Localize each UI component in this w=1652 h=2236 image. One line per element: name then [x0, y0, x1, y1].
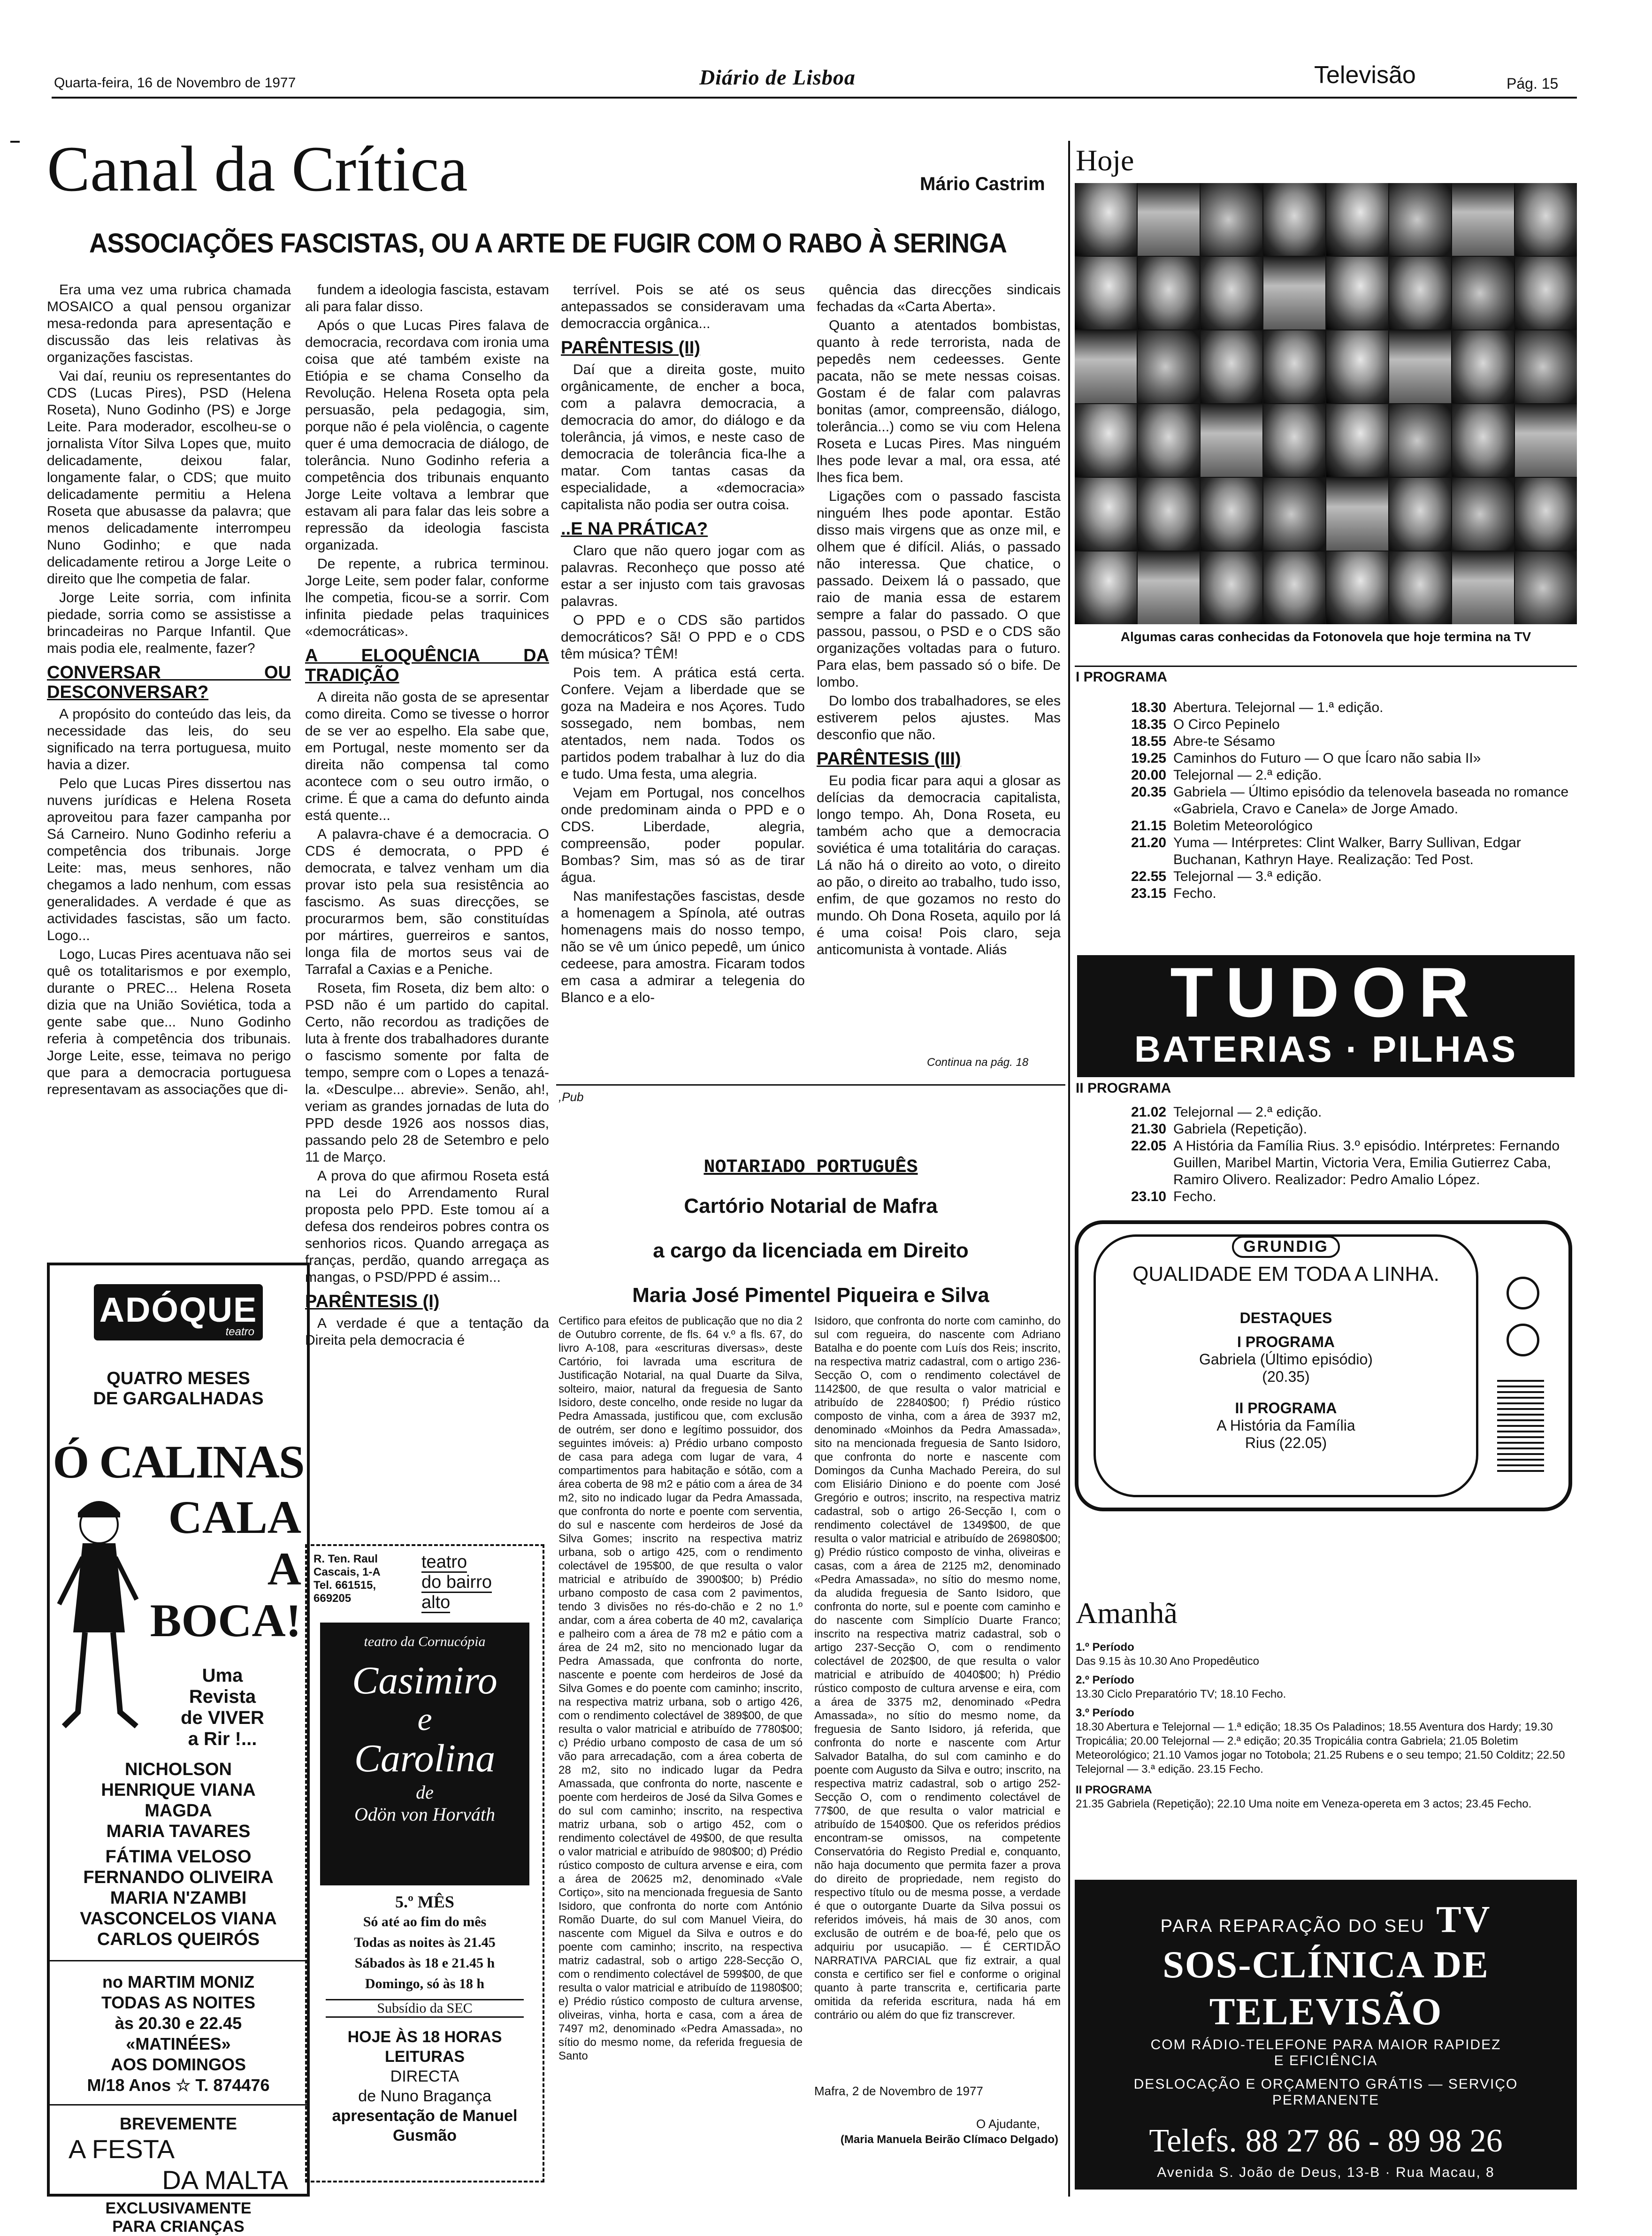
schedule-row: 20.35 Gabriela — Último episódio da telenovela baseada no romance «Gabriela, Cravo e Canela» de Jorge Amado.: [1131, 784, 1569, 817]
program-1-schedule: [1131, 699, 1572, 902]
schedule-row: 21.15 Boletim Meteorológico: [1131, 818, 1313, 834]
ad-text: (20.35): [1262, 1368, 1310, 1385]
ad-text: Gabriela (Último episódio): [1199, 1351, 1373, 1368]
paragraph: quência das direcções sindicais fechadas da «Carta Aberta».: [817, 282, 1061, 314]
ad-text: QUATRO MESES: [107, 1369, 250, 1388]
ad-headline: CALA A: [168, 1491, 301, 1595]
header-rule: [52, 97, 1577, 99]
notary-top-rule: [556, 1084, 1065, 1086]
cast-name: CARLOS QUEIRÓS: [97, 1930, 260, 1949]
cast-name: HENRIQUE VIANA: [101, 1780, 256, 1800]
ad-text: às 20.30 e 22.45: [115, 2014, 242, 2033]
notary-office: Cartório Notarial de Mafra: [684, 1195, 938, 1218]
ad-text: PERMANENTE: [1272, 2092, 1380, 2108]
ad-text: R. Ten. Raul: [314, 1553, 378, 1565]
schedule-row: 18.30 Abertura. Telejornal — 1.ª edição.: [1131, 700, 1384, 715]
paragraph: Após o que Lucas Pires falava de democracia, recordava com ironia uma coisa que até também existe na Etiópia e se chama Conselho da Revolução. Helena Roseta opta pela persuasão, pela pedagogia, sim, porque não é pela violência, o cagente quer é uma democracia de diálogo, de tolerância. Nuno Godinho referia a competência dos tribunais enquanto Jorge Leite voltava a lembrar que estavam ali para falar das leis sobre a repressão da ideologia fascista organizada.: [305, 318, 549, 553]
cast-name: MARIA TAVARES: [106, 1822, 251, 1841]
ad-text: HOJE ÀS 18 HORAS: [347, 2028, 502, 2046]
article-column-4: [817, 282, 1061, 1056]
paragraph: Eu podia ficar para aqui a glosar as delícias da democracia capitalista, longo tempo. Ah, Dona Roseta, eu também acho que a democracia soviética é uma totalitária do caraças. Lá não há o direito ao voto, o direito ao pão, o direito ao trabalho, tudo isso, enfim, de que gozamos no resto do mundo. Oh Dona Roseta, aquilo por lá é uma coisa! Pois claro, seja anticomunista à vontade. Aliás: [817, 773, 1061, 957]
schedule-row: 21.30 Gabriela (Repetição).: [1131, 1121, 1308, 1137]
cast-name: NICHOLSON: [125, 1760, 232, 1779]
paragraph: Daí que a direita goste, muito orgânicamente, de encher a boca, com a palavra democracia, a democracia do amor, do diálogo e da tolerância, já vimos, e neste caso de democracia de tolerância fica-lhe a matar. Com tantas casas da especialidade, a «democracia» capitalista não podia ser outra coisa.: [561, 362, 805, 513]
ad-text: «MATINÉES»: [126, 2034, 231, 2053]
sos-phones: Telefs. 88 27 86 - 89 98 26: [1149, 2123, 1503, 2159]
ad-adoque: [47, 1263, 310, 2236]
tudor-brand: TUDOR: [1170, 953, 1482, 1032]
paragraph: Claro que não quero jogar com as palavras. Reconheço que posso até estar a ser injusto com tais gravosas palavras.: [561, 543, 805, 609]
subheading: PARÊNTESIS (III): [817, 749, 961, 769]
ad-text: A FESTA: [69, 2134, 175, 2164]
paragraph: Vai daí, reuniu os representantes do CDS (Lucas Pires), PSD (Helena Roseta), Nuno Godinho (PS) e Jorge Leite. Para moderador, escolheu-se o jornalista Vítor Silva Lopes que, muito delicadamente, deixou falar, longamente falar, o CDS; que muito delicadamente permitiu a Helena Roseta que abusasse da palavra; que menos delicadamente interrompeu Nuno Godinho; e que nada delicadamente retirou a Jorge Leite o direito que lhe competia de falar.: [47, 368, 291, 587]
schedule-row: 18.55 Abre-te Sésamo: [1131, 734, 1275, 749]
notary-title: NOTARIADO PORTUGUÊS: [704, 1157, 918, 1178]
photo-collage: [1075, 183, 1577, 624]
ad-text: COM RÁDIO-TELEFONE PARA MAIOR RAPIDEZ: [1150, 2037, 1501, 2052]
ad-text: no MARTIM MONIZ: [102, 1972, 254, 1991]
period-text: 21.35 Gabriela (Repetição); 22.10 Uma noite em Veneza-opereta em 3 actos; 23.45 Fecho.: [1076, 1798, 1532, 1810]
program-2-label: II PROGRAMA: [1076, 1080, 1171, 1096]
paragraph: Ligações com o passado fascista ninguém lhes pode apontar. Estão disso mais virgens que as onze mil, e olhem que é difícil. Aliás, o passado não interessa. Que chatice, o passado. Deixem lá o passado, que raio de mania essa de estarem sempre a falar do passado. O que passou, passou, o PSD e o CDS são organizações voltadas para o futuro. Para elas, bem passado só o bife. De lombo.: [817, 489, 1061, 690]
paragraph: Nas manifestações fascistas, desde a homenagem a Spínola, até outras homenagens mais do nosso tempo, não se vê um único pepedê, um único cedeese, para amostra. Ficaram todos em casa a admirar a telegenia do Blanco e a elo-: [561, 888, 805, 1005]
article-column-3: [561, 282, 805, 1098]
paragraph: terrível. Pois se até os seus antepassados se consideravam uma democraccia orgânica...: [561, 282, 805, 331]
ad-text: Sábados às 18 e 21.45 h: [354, 1955, 495, 1971]
schedule-row: 19.25 Caminhos do Futuro — O que Ícaro não sabia II»: [1131, 750, 1481, 766]
paragraph: A verdade é que a tentação da Direita pela democracia é: [305, 1316, 549, 1348]
paragraph: A prova do que afirmou Roseta está na Lei do Arrendamento Rural proposta pelo PPD. Este tomou aí a defesa dos rendeiros pobres contra os senhorios ricos. Quando arregaça as franças, perdão, quando arregaça as mangas, o PSD/PPD é assim...: [305, 1168, 549, 1285]
paragraph: Roseta, fim Roseta, diz bem alto: o PSD não é um partido do capital. Certo, não recordou as tradições de luta à frente dos trabalhadores durante o fascismo somente por falta de tempo, sempre com o Lopes a tenazá-la. «Desculpe... abrevie». Senão, ah!, veriam as grandes jornadas de luta do PPD desde 1926 aos nossos dias, passando pelo 28 de Setembro e pelo 11 de Março.: [305, 980, 549, 1165]
ad-text: DESLOCAÇÃO E ORÇAMENTO GRÁTIS — SERVIÇO: [1133, 2076, 1518, 2092]
ad-text: Tel. 661515,: [314, 1579, 376, 1592]
schedule-row: 21.02 Telejornal — 2.ª edição.: [1131, 1104, 1322, 1120]
ad-text: TV: [1436, 1899, 1491, 1940]
cast-name: MARIA N'ZAMBI: [110, 1888, 247, 1908]
paragraph: Vejam em Portugal, nos concelhos onde predominam ainda o PPD e o CDS. Liberdade, alegria, compreensão, poder popular. Bombas? Sim, mas só as de tirar água.: [561, 785, 805, 885]
notary-body-right: Isidoro, que confronta do norte com caminho, do sul com regueira, do nascente com Adriano Batalha e do poente com Luís dos Reis; inscrito, na respectiva matriz cadastral, com o artigo 236-Secção O, com o rendimento colectável de 1142$00, de que resulta o valor matricial e atribuído de 22840$00; f) Prédio rústico composto de vinha, com a área de 3937 m2, denominado «Moinhos da Pedra Amassada», sito na mencionada freguesia de Santo Isidoro, que confronta do norte e nascente com Domingos da Cunha Machado Pereira, do sul com Elisiário Diniono e do poente com José Gregório e outros; inscrito, na respectiva matriz cadastral, sob o artigo 26-Secção I, com o rendimento colectável de 1349$00, de que resulta o valor matricial e atribuído de 26980$00; g) Prédio rústico composto de vinha, oliveiras e casas, com a área de 2125 m2, denominado «Pedra Amassada», no sítio do mesmo nome, da aludida freguesia de Santo Isidoro, que confronta do norte, sul e poente com caminho e do nascente com Simplício Duarte Franco; inscrito na respectiva matriz cadastral, sob o artigo 237-Secção O, com o rendimento colectável de 202$00, de que resulta o valor matricial e atribuído de 4040$00; h) Prédio rústico composto de cultura arvense e eira, com a área de 3375 m2, denominado «Pedra Amassada», no sítio do mesmo nome, da freguesia de Santo Isidoro, já referida, que confronta do norte e nascente com Artur Salvador Batalha, do sul com caminho e do poente com Augusto da Silva e outro; inscrito, na respectiva matriz cadastral, sob o artigo 252-Secção O, com o rendimento colectável de 77$00, de que resulta o valor matricial e atribuído de 1540$00. Que os referidos prédios encontram-se omissos, na competente Conservatória do Registo Predial e, conquanto, não haja documento que permita fazer a prova do direito de propriedade, nem registo do respectivo título ou de mesma posse, a verdade é que o outorgante Duarte da Silva possui os referidos imóveis, há mais de 30 anos, com exclusão de outrém e de boa-fé, pelo que os adquiriu por usucapião. — É CERTIDÃO NARRATIVA PARCIAL que fiz extrair, a qual consta e certifico ser fiel e conforme o original quanto à parte transcrita e, certificaria parte omitida da referida escritura, nada há em contrário ou além do que fiz transcrever.: [814, 1315, 1061, 2022]
column-divider-right: [1068, 141, 1070, 2197]
paragraph: Pois tem. A prática está certa. Confere. Vejam a liberdade que se goza na Madeira e nos Açores. Tudo sossegado, nem bombas, nem atentados, nem nada. Todos os partidos podem trabalhar à luz do dia e tudo. Uma festa, uma alegria.: [561, 665, 805, 782]
period-text: 13.30 Ciclo Preparatório TV; 18.10 Fecho.: [1076, 1688, 1286, 1700]
tomorrow-schedule: [1076, 1640, 1573, 1811]
ad-text: PARA REPARAÇÃO DO SEU: [1160, 1916, 1425, 1936]
article-column-2: [305, 282, 549, 1375]
cartoon-figure: [50, 1492, 144, 1754]
ad-text: Revista: [189, 1686, 256, 1707]
cast-name: FERNANDO OLIVEIRA: [83, 1868, 274, 1887]
subheading: A ELOQUÊNCIA DA TRADIÇÃO: [305, 646, 549, 685]
caption-rule: [1075, 666, 1577, 667]
ad-text: DIRECTA: [390, 2068, 459, 2085]
ad-text: A História da Família: [1216, 1417, 1355, 1434]
paragraph: Do lombo dos trabalhadores, se eles estiverem pelos ajustes. Mas desconfio que não.: [817, 693, 1061, 743]
pub-label: ,Pub: [558, 1090, 584, 1104]
schedule-row: 21.20 Yuma — Intérpretes: Clint Walker, Barry Sullivan, Edgar Buchanan, Kathryn Haye. Realização: Ted Post.: [1131, 835, 1521, 867]
tv-knob: [1507, 1277, 1539, 1309]
paragraph: De repente, a rubrica terminou. Jorge Leite, sem poder falar, conforme lhe competia, ficou-se a sorrir. Com infinita piedade pelas traquinices «democráticas».: [305, 556, 549, 639]
ad-text: AOS DOMINGOS: [110, 2055, 246, 2074]
section-title: Televisão: [1314, 61, 1416, 89]
ad-text: Subsídio da SEC: [326, 1999, 524, 2018]
ad-text: EXCLUSIVAMENTE: [105, 2199, 252, 2217]
paragraph: A direita não gosta de se apresentar como direita. Como se tivesse o horror de se ver ao espelho. Ela sabe que, em Portugal, neste momento ser da direita não compensa tal como acontece com o seu outro irmão, o crime. É que a cama do defunto ainda está quente...: [305, 689, 549, 823]
article-column-1: [47, 282, 291, 1244]
cast-list: [50, 1759, 307, 1950]
notary-role: O Ajudante,: [976, 2117, 1040, 2131]
schedule-row: 20.00 Telejornal — 2.ª edição.: [1131, 767, 1322, 783]
paragraph: Era uma vez uma rubrica chamada MOSAICO a qual pensou organizar mesa-redonda para apresentação e discussão das leis relativas às organizações fascistas.: [47, 282, 291, 365]
photo-caption: Algumas caras conhecidas da Fotonovela que hoje termina na TV: [1120, 629, 1531, 644]
subheading: ..E NA PRÁTICA?: [561, 519, 708, 539]
corner-mark: [10, 141, 20, 143]
subheading: PARÊNTESIS (II): [561, 338, 700, 358]
ad-text: Domingo, só às 18 h: [365, 1976, 485, 1991]
schedule-row: 18.35 O Circo Pepinelo: [1131, 717, 1280, 732]
paragraph: Logo, Lucas Pires acentuava não sei quê os totalitarismos e por exemplo, durante o PREC... Helena Roseta dizia que na União Soviética, toda a gente sabe que... Nuno Godinho referia à competência dos tribunais. Jorge Leite, esse, teimava no perigo que para a democracia portuguesa representavam as associações que di-: [47, 947, 291, 1097]
continued-note: Continua na pág. 18: [927, 1056, 1029, 1069]
author-byline: Mário Castrim: [920, 174, 1045, 194]
paragraph: A propósito do conteúdo das leis, da necessidade das leis, do seu significado na terra portuguesa, muito havia a dizer.: [47, 706, 291, 773]
play-poster: teatro da Cornucópia Casimiro e Carolina de Odön von Horváth: [320, 1623, 529, 1885]
ad-text: DE GARGALHADAS: [93, 1389, 264, 1409]
today-title: Hoje: [1076, 144, 1134, 177]
period-label: 2.º Período: [1076, 1674, 1134, 1686]
page-number: Pág. 15: [1507, 75, 1559, 92]
schedule-row: 22.55 Telejornal — 3.ª edição.: [1131, 869, 1322, 884]
ad-text: Só até ao fim do mês: [363, 1914, 487, 1930]
adoque-logo: ADÓQUE teatro: [94, 1284, 263, 1340]
ad-text: 5.º MÊS: [395, 1892, 454, 1911]
period-label: II PROGRAMA: [1076, 1784, 1152, 1796]
tv-speaker: [1497, 1380, 1544, 1474]
grundig-slogan: QUALIDADE EM TODA A LINHA.: [1132, 1263, 1439, 1286]
ad-cornucopia: [305, 1544, 544, 2182]
ad-headline: Ó CALINAS: [53, 1436, 304, 1488]
schedule-row: 23.15 Fecho.: [1131, 886, 1216, 901]
program-1-label: I PROGRAMA: [1076, 669, 1167, 685]
ad-text: apresentação de Manuel: [332, 2107, 518, 2125]
ad-text: M/18 Anos ☆ T. 874476: [87, 2075, 270, 2095]
ad-text: LEITURAS: [385, 2048, 465, 2066]
ad-grundig: [1075, 1220, 1577, 1521]
tudor-tagline: BATERIAS · PILHAS: [1134, 1028, 1518, 1070]
ad-text: Rius (22.05): [1245, 1434, 1327, 1451]
cast-name: FÁTIMA VELOSO: [105, 1847, 252, 1867]
ad-text: de Nuno Bragança: [358, 2087, 491, 2105]
ad-text: Cascais, 1-A: [314, 1566, 381, 1578]
ad-headline: BOCA!: [150, 1594, 301, 1646]
grundig-logo: GRUNDIG: [1232, 1236, 1340, 1258]
tomorrow-title: Amanhã: [1076, 1596, 1178, 1630]
period-label: 1.º Período: [1076, 1641, 1134, 1654]
schedule-row: 23.10 Fecho.: [1131, 1189, 1216, 1204]
notary-name: Maria José Pimentel Piqueira e Silva: [632, 1284, 989, 1307]
ad-text: E EFICIÊNCIA: [1274, 2053, 1378, 2068]
period-text: 18.30 Abertura e Telejornal — 1.ª edição; 18.35 Os Paladinos; 18.55 Aventura dos Hardy; 19.30 Tropicália; 20.00 Telejornal — 2.ª edição; 20.35 Tropicália contra Gabriela; 21.05 Boletim Meteorológico; 21.10 Vamos jogar no Totobola; 21.25 Rubens e o seu tempo; 21.50 Colditz; 22.50 Telejornal — 3.ª edição. 23.15 Fecho.: [1076, 1721, 1565, 1776]
notary-date: Mafra, 2 de Novembro de 1977: [814, 2084, 983, 2098]
ad-text: II PROGRAMA: [1235, 1400, 1337, 1417]
tv-screen: [1094, 1234, 1478, 1497]
schedule-row: 22.05 A História da Família Rius. 3.º episódio. Intérpretes: Fernando Guillen, Maribel Martin, Victoria Vera, Emilia Gutierrez Caba, Ramiro Olivero. Realizador: Pedro Amalio López.: [1131, 1138, 1560, 1187]
subheading: CONVERSAR OU DESCONVERSAR?: [47, 663, 291, 702]
issue-date: Quarta-feira, 16 de Novembro de 1977: [54, 75, 296, 91]
ad-text: a Rir !...: [188, 1729, 257, 1749]
ad-text: de VIVER: [181, 1708, 264, 1728]
cast-name: MAGDA: [145, 1801, 212, 1821]
ad-text: DESTAQUES: [1239, 1309, 1332, 1326]
headline: ASSOCIAÇÕES FASCISTAS, OU A ARTE DE FUGIR COM O RABO À SERINGA: [89, 228, 1007, 259]
paragraph: Pelo que Lucas Pires dissertou nas nuvens jurídicas e Helena Roseta aproveitou para fazer campanha por Sá Carneiro. Nuno Godinho referiu a competência dos tribunais. Jorge Leite: mas, meus senhores, não chegamos a lado nenhum, com essas generalidades. A verdade é que as actividades fascistas, são um facto. Logo...: [47, 776, 291, 943]
ad-text: PARA CRIANÇAS: [112, 2218, 245, 2236]
notary-body-left: Certifico para efeitos de publicação que no dia 2 de Outubro corrente, de fls. 64 v.º a fls. 67, do livro A-108, para «escrituras diversas», deste Cartório, foi lavrada uma escritura de Justificação Notarial, na qual Duarte da Silva, solteiro, maior, natural da freguesia de Santo Isidoro, deste concelho, onde reside no lugar da Pedra Amassada, justificou que, com exclusão de outrém, ser dono e legítimo possuidor, dos seguintes imóveis: a) Prédio urbano composto de casa para adega com lugar de vara, 4 compartimentos para habitação e sótão, com a área coberta de 98 m2 e pátio com a área de 34 m2, sito no indicado lugar da Pedra Amassada, que confronta do norte e poente com serventia, do sul e nascente com herdeiros de José da Silva Gomes; inscrito na respectiva matriz urbana, sob o artigo 425, com o rendimento colectável de 195$00, de que resulta o valor matricial e atribuído de 3900$00; b) Prédio urbano composto de casa com 2 pavimentos, tendo 3 divisões no rés-do-chão e 2 no 1.º andar, com a área coberta de 40 m2, cavalariça e palheiro com a área de 78 m2 e pátio com a área de 24 m2, sito no mencionado lugar da Pedra Amassada, que confronta do norte, nascente e poente com herdeiros de José da Silva Gomes e do poente com caminho; inscrito, na respectiva matriz urbana, sob o artigo 426, com o rendimento colectável de 389$00, de que resulta o valor matricial e atribuído de 7780$00; c) Prédio urbano composto de casa de um só vão para arrecadação, com a área coberta de 28 m2, sito no indicado lugar da Pedra Amassada, que confronta do norte, nascente e poente com herdeiros de José da Silva Gomes e do sul com caminho; inscrito, na respectiva matriz urbana, sob o artigo 452, com o rendimento colectável de 49$00, de que resulta o valor matricial e atribuído de 980$00; d) Prédio rústico composto de cultura arvense e eira, com a área de 20625 m2, denominado «Vale Cortiço», sito na mencionada freguesia de Santo Isidoro, que confronta do norte com António Romão Duarte, do sul com Manuel Vieira, do nascente com Miguel da Silva e outros e do poente com caminho; inscrito, na respectiva matriz cadastral, sob o artigo 228-Secção O, com o rendimento colectável de 599$00, de que resulta o valor matricial e atribuído de 11980$00; e) Prédio rústico composto de cultura arvense, oliveiras, vinha, horta e casa, com a área de 7497 m2, denominado «Pedra Amassada», no sítio do mesmo nome, da referida freguesia de Santo: [558, 1315, 803, 2062]
column-title: Canal da Crítica: [47, 133, 468, 205]
ad-text: I PROGRAMA: [1237, 1333, 1335, 1350]
sos-brand: SOS-CLÍNICA DE TELEVISÃO: [1163, 1943, 1489, 2033]
paragraph: O PPD e o CDS são partidos democráticos? Sã! O PPD e o CDS têm música? TÊM!: [561, 613, 805, 662]
ad-text: Uma: [202, 1665, 243, 1686]
teatro-logo: teatro do bairro alto: [421, 1552, 492, 1612]
paragraph: Quanto a atentados bombistas, quanto à rede terrorista, nada de pepedês nem cedeesses. Gente pacata, não se mete nessas coisas. Gostam é de falar com palavras bonitas (amor, compreensão, diálogo, tolerância...) como se viu com Helena Roseta e Lucas Pires. Mas ninguém lhes pode levar a mal, ora essa, até lhes fica bem.: [817, 318, 1061, 485]
sos-address: Avenida S. João de Deus, 13-B · Rua Macau, 8: [1157, 2165, 1495, 2180]
notary-signer: (Maria Manuela Beirão Clímaco Delgado): [840, 2133, 1058, 2146]
ad-text: Todas as noites às 21.45: [354, 1935, 496, 1950]
ad-text: 669205: [314, 1592, 352, 1605]
period-text: Das 9.15 às 10.30 Ano Propedêutico: [1076, 1655, 1259, 1668]
period-label: 3.º Período: [1076, 1707, 1134, 1719]
ad-sos-clinica: [1075, 1880, 1577, 2190]
ad-text: BREVEMENTE: [119, 2114, 237, 2133]
paragraph: Jorge Leite sorria, com infinita piedade, sorria como se assistisse a brincadeiras no Parque Infantil. Que mais podia ele, realmente, fazer?: [47, 590, 291, 656]
ad-tudor: [1077, 955, 1575, 1077]
notary-charge: a cargo da licenciada em Direito: [653, 1239, 969, 1262]
masthead: Diário de Lisboa: [699, 65, 856, 89]
cast-name: VASCONCELOS VIANA: [80, 1909, 277, 1929]
ad-text: Gusmão: [392, 2127, 457, 2144]
paragraph: fundem a ideologia fascista, estavam ali para falar disso.: [305, 282, 549, 314]
program-2-schedule: [1131, 1104, 1572, 1205]
paragraph: A palavra-chave é a democracia. O CDS é democrata, o PPD é democrata, e talvez venham um dia provar isto pela sua resistência ao fascismo. As suas direcções, se procurarmos bem, são constituídas por mártires, guerreiros e santos, longa fila de mortos seus vai de Tarrafal a Caxias e a Peniche.: [305, 827, 549, 977]
tv-knob: [1507, 1324, 1539, 1356]
subheading: PARÊNTESIS (I): [305, 1292, 440, 1311]
ad-text: TODAS AS NOITES: [101, 1993, 256, 2012]
ad-text: DA MALTA: [162, 2165, 288, 2195]
